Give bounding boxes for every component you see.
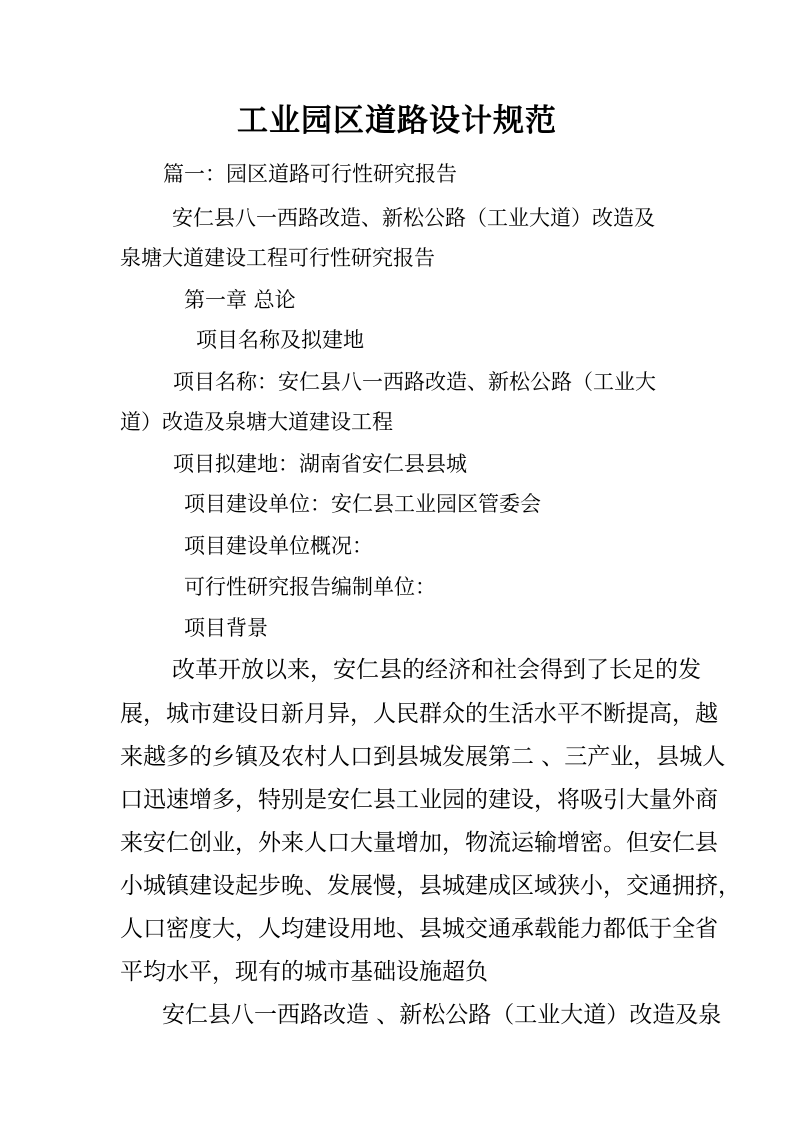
paragraph-line: 道）改造及泉塘大道建设工程 [120, 410, 393, 434]
paragraph-line: 可行性研究报告编制单位： [184, 575, 436, 599]
report-title-line: 安仁县八一西路改造、新松公路（工业大道）改造及 [172, 206, 655, 230]
subsection-heading: 项目背景 [184, 616, 268, 640]
paragraph-line: 改革开放以来，安仁县的经济和社会得到了长足的发 [172, 657, 701, 683]
section-heading: 第一章 总论 [184, 288, 296, 312]
paragraph-line: 口迅速增多，特别是安仁县工业园的建设，将吸引大量外商 [120, 787, 718, 813]
paragraph-line: 小城镇建设起步晚、发展慢，县城建成区域狭小，交通拥挤， [120, 873, 741, 899]
paragraph-line: 项目名称：安仁县八一西路改造、新松公路（工业大 [173, 370, 656, 394]
paragraph-line: 项目建设单位：安仁县工业园区管委会 [184, 492, 541, 516]
paragraph-line: 展，城市建设日新月异，人民群众的生活水平不断提高，越 [120, 701, 718, 727]
paragraph-line: 安仁县八一西路改造 、新松公路（工业大道）改造及泉 [162, 1002, 722, 1028]
paragraph-line: 人口密度大，人均建设用地、县城交通承载能力都低于全省 [120, 916, 718, 942]
document-title: 工业园区道路设计规范 [237, 103, 557, 139]
paragraph-line: 项目建设单位概况： [184, 534, 373, 558]
paragraph-line: 项目拟建地：湖南省安仁县县城 [173, 452, 467, 476]
paragraph-line: 平均水平，现有的城市基础设施超负 [120, 959, 488, 985]
chapter-heading: 篇一：园区道路可行性研究报告 [163, 162, 457, 186]
paragraph-line: 来越多的乡镇及农村人口到县城发展第二 、三产业，县城人 [120, 744, 726, 770]
paragraph-line: 来安仁创业，外来人口大量增加，物流运输增密。但安仁县 [120, 830, 718, 856]
report-title-line: 泉塘大道建设工程可行性研究报告 [120, 246, 435, 270]
subsection-heading: 项目名称及拟建地 [196, 328, 364, 352]
